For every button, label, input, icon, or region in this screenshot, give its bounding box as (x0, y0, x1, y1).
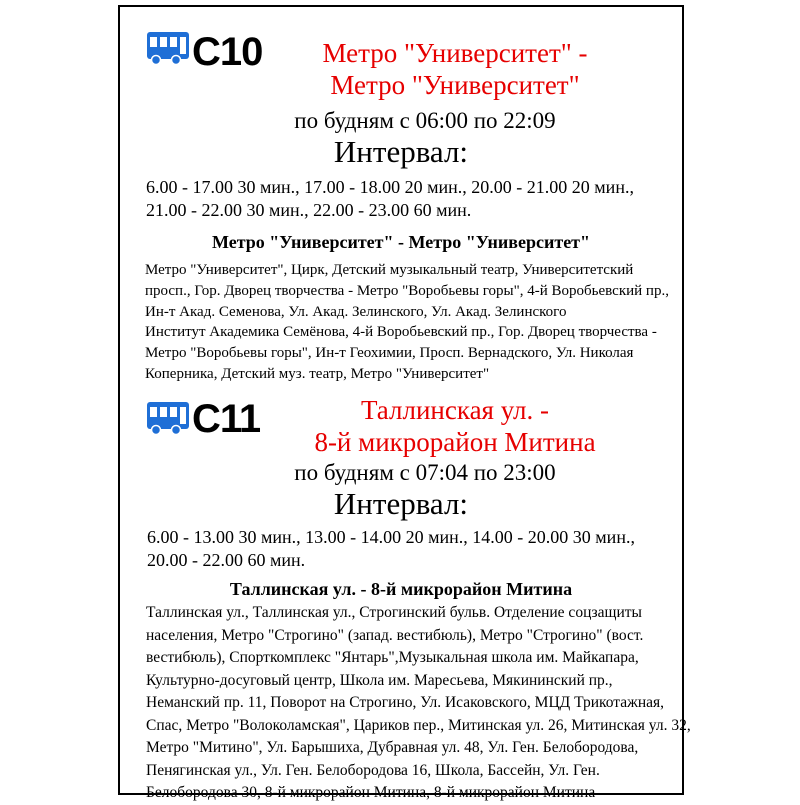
interval-heading: Интервал: (333, 486, 469, 521)
route-title-line: Таллинская ул. - (360, 395, 549, 425)
interval-line: 6.00 - 17.00 30 мин., 17.00 - 18.00 20 мин., 20.00 - 21.00 20 мин., (146, 177, 634, 197)
stops-list (146, 602, 691, 805)
interval-text (147, 526, 635, 572)
direction-heading: Метро "Университет" - Метро "Университет" (211, 232, 591, 252)
stops-line: Пенягинская ул., Ул. Ген. Белобородова 16, Школа, Бассейн, Ул. Ген. (146, 761, 600, 779)
stops-line: Метро "Воробьевы горы", Ин-т Геохимии, Просп. Вернадского, Ул. Николая (145, 345, 634, 362)
stops-line: Метро "Митино", Ул. Барышиха, Дубравная ул. 48, Ул. Ген. Белобородова, (146, 739, 639, 756)
stops-line: Институт Академика Семёнова, 4-й Воробьевский пр., Гор. Дворец творчества - (145, 324, 657, 341)
stops-list (145, 260, 669, 385)
schedule-text: по будням с 07:04 по 23:00 (294, 460, 556, 485)
stops-line: Спас, Метро "Волоколамская", Цариков пер., Митинская ул. 26, Митинская ул. 32, (146, 716, 691, 734)
route-title-line: 8-й микрорайон Митина (314, 427, 596, 457)
stops-line: просп., Гор. Дворец творчества - Метро "Воробьевы горы", 4-й Воробьевский пр., (145, 282, 669, 299)
route-number: С10 (192, 30, 263, 74)
stops-line: Коперника, Детский муз. театр, Метро "Университет" (145, 365, 490, 382)
stops-line: Таллинская ул., Таллинская ул., Строгинский бульв. Отделение соцзащиты (146, 604, 642, 621)
route-title (280, 37, 630, 101)
stops-line: Белобородова 30, 8-й микрорайон Митина, 8-й микрорайон Митина (146, 784, 596, 801)
interval-line: 6.00 - 13.00 30 мин., 13.00 - 14.00 20 мин., 14.00 - 20.00 30 мин., (147, 527, 635, 547)
route-title-line: Метро "Университет" (330, 70, 580, 100)
stops-line: вестибюль), Спорткомплекс "Янтарь",Музыкальная школа им. Майкапара, (146, 649, 639, 666)
stops-line: Культурно-досуговый центр, Школа им. Маресьева, Мякининский пр., (146, 671, 613, 689)
bus-icon (146, 401, 190, 435)
route-title (280, 394, 630, 458)
timetable-sheet (118, 5, 691, 801)
direction-heading: Таллинская ул. - 8-й микрорайон Митина (229, 579, 573, 599)
route-title-line: Метро "Университет" - (322, 38, 588, 68)
interval-line: 21.00 - 22.00 30 мин., 22.00 - 23.00 60 мин. (146, 200, 472, 220)
schedule-text: по будням с 06:00 по 22:09 (294, 108, 556, 133)
stops-line: населения, Метро "Строгино" (запад. вестибюль), Метро "Строгино" (вост. (146, 626, 644, 644)
interval-text (146, 176, 634, 222)
stops-line: Метро "Университет", Цирк, Детский музыкальный театр, Университетский (145, 262, 634, 278)
stops-line: Ин-т Акад. Семенова, Ул. Акад. Зелинского, Ул. Акад. Зелинского (145, 303, 567, 320)
stops-line: Неманский пр. 11, Поворот на Строгино, Ул. Исаковского, МЦД Трикотажная, (146, 694, 665, 711)
route-number: С11 (192, 397, 261, 441)
route-section-c10 (120, 7, 682, 397)
route-section-c11 (120, 391, 691, 801)
interval-heading: Интервал: (333, 134, 469, 169)
interval-line: 20.00 - 22.00 60 мин. (147, 550, 306, 570)
bus-icon (146, 31, 190, 65)
